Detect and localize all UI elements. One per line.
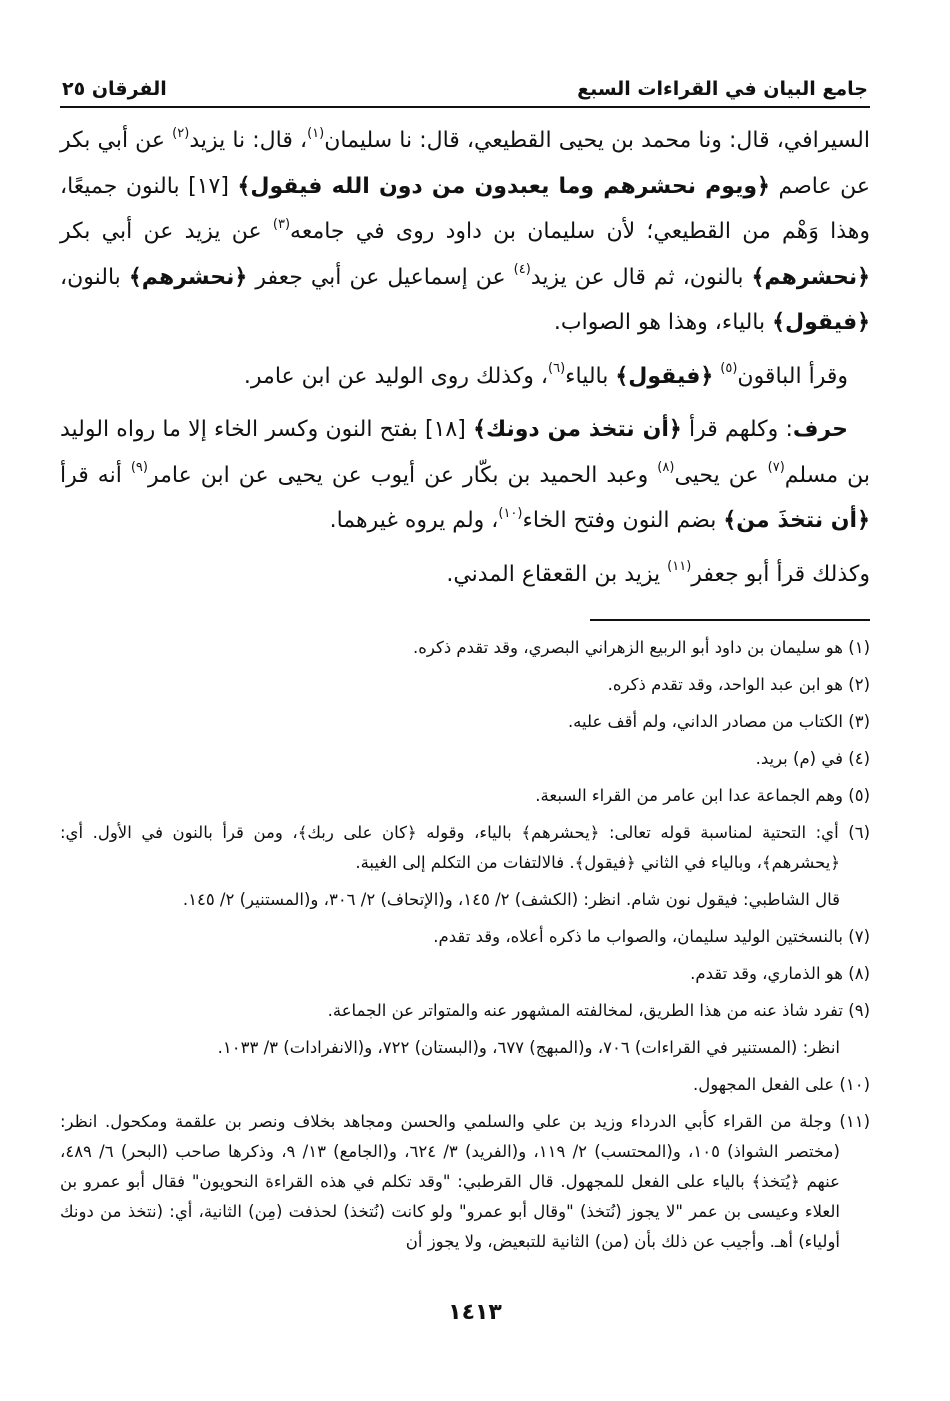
quran-quote: ﴿أن نتخذَ من﴾ xyxy=(723,508,870,533)
footnote-number: (٤) xyxy=(848,749,870,768)
footnote-ref-1[interactable]: (١) xyxy=(307,125,325,141)
text-run: بالنون، ثم قال عن يزيد xyxy=(530,264,752,290)
paragraph-4 xyxy=(60,552,870,598)
text-run: [١٨] بفتح النون وكسر الخاء إلا ما رواه الوليد بن مسلم xyxy=(60,417,870,488)
footnote-6 xyxy=(60,818,870,878)
page-number: ١٤١٣ xyxy=(448,1300,502,1325)
text-run: ، قال: نا يزيد xyxy=(189,128,308,153)
quran-quote: ﴿فيقول﴾ xyxy=(615,363,714,389)
running-header xyxy=(60,72,870,108)
book-title: جامع البيان في القراءات السبع xyxy=(577,78,868,100)
footnote-10 xyxy=(60,1070,870,1100)
text-run: بضم النون وفتح الخاء xyxy=(522,508,724,533)
text-run: عن أبي بكر عن عاصم xyxy=(60,128,871,199)
footnote-number: (٩) xyxy=(848,1001,870,1020)
text-run: ، وكذلك روى الوليد عن ابن عامر. xyxy=(243,363,549,389)
quran-quote: ﴿ويوم نحشرهم وما يعبدون من دون الله فيقول﴾ xyxy=(237,173,770,199)
text-run: عن يزيد عن أبي بكر xyxy=(60,219,273,244)
footnote-ref-6[interactable]: (٦) xyxy=(548,361,566,377)
text-run: بالنون، xyxy=(60,264,129,290)
paragraph-3 xyxy=(60,407,870,544)
footnote-text: تفرد شاذ عنه من هذا الطريق، لمخالفته المشهور عنه والمتواتر عن الجماعة. xyxy=(327,1001,843,1020)
footnote-text: هو سليمان بن داود أبو الربيع الزهراني البصري، وقد تقدم ذكره. xyxy=(412,638,843,657)
footnote-7 xyxy=(60,922,870,952)
footnote-ref-4[interactable]: (٤) xyxy=(513,262,531,278)
footnote-4 xyxy=(60,744,870,774)
footnote-number: (١١) xyxy=(839,1112,870,1131)
text-run: أنه قرأ xyxy=(60,462,131,488)
text-run: [١٧] بالنون جميعًا، وهذا وَهْم من القطيعي؛ لأن سليمان بن داود روى في جامعه xyxy=(60,173,870,244)
footnote-text: هو ابن عبد الواحد، وقد تقدم ذكره. xyxy=(607,675,843,694)
footnote-number: (١٠) xyxy=(839,1075,870,1094)
quran-quote: ﴿فيقول﴾ xyxy=(772,310,870,335)
text-run: : وكلهم قرأ xyxy=(681,417,793,442)
footnote-8 xyxy=(60,959,870,989)
footnote-6-continuation: قال الشاطبي: فيقول نون شام. انظر: (الكشف) ٢/ ١٤٥، و(الإتحاف) ٢/ ٣٠٦، و(المستنير) ٢/ ١٤٥. xyxy=(182,890,840,909)
footnote-ref-8[interactable]: (٨) xyxy=(657,460,675,476)
footnote-ref-7[interactable]: (٧) xyxy=(767,460,785,476)
text-run: بالياء xyxy=(565,363,616,389)
footnote-text: وهم الجماعة عدا ابن عامر من القراء السبعة. xyxy=(535,786,843,805)
footnote-ref-11[interactable]: (١١) xyxy=(667,559,692,575)
book-page xyxy=(60,72,870,1382)
footnote-ref-9[interactable]: (٩) xyxy=(130,460,148,476)
footnote-text: وجلة من القراء كأبي الدرداء وزيد بن علي والسلمي والحسن ومجاهد بخلاف ونصر بن علقمة ومكحول. انظر: (مختصر الشواذ) ١٠٥، و(المحتسب) ٢/ ١١٩، و(الفريد) ٣/ ٦٢٤، و(الجامع) ١٣/ ٩، وذكرها صاحب (البحر) ٦/ ٤٨٩، عنهم ﴿يُتخذ﴾ بالياء على الفعل للمجهول. قال القرطبي: "وقد تكلم في هذه القراءة النحويون" فقال أبو عمرو بن العلاء وعيسى بن عمر "لا يجوز (نُتخذ) "وقال أبو عمرو" ولو كانت (نُتخذ) لحذفت (مِن) الثانية، أي: (نتخذ من دونك أولياء) أهـ. وأجيب عن ذلك بأن (من) الثانية للتبعيض، ولا يجوز أن xyxy=(60,1112,840,1251)
paragraph-2 xyxy=(60,354,870,400)
footnote-number: (٧) xyxy=(848,927,870,946)
text-run: وعبد الحميد بن بكّار عن أيوب عن يحيى عن ابن عامر xyxy=(147,462,658,488)
footnotes xyxy=(60,633,870,1257)
main-text xyxy=(60,118,870,597)
footnote-number: (١) xyxy=(848,638,870,657)
footnote-2 xyxy=(60,670,870,700)
footnote-ref-10[interactable]: (١٠) xyxy=(498,505,523,521)
text-run: عن إسماعيل عن أبي جعفر xyxy=(247,264,514,290)
text-run: يزيد بن القعقاع المدني. xyxy=(446,561,668,587)
footnote-text: بالنسختين الوليد سليمان، والصواب ما ذكره أعلاه، وقد تقدم. xyxy=(433,927,843,946)
footnote-9-continuation: انظر: (المستنير في القراءات) ٧٠٦، و(المبهج) ٦٧٧، و(البستان) ٧٢٢، و(الانفرادات) ٣/ ١٠٣٣. xyxy=(217,1038,840,1057)
footnote-text: في (م) بريد. xyxy=(755,749,843,768)
text-run: ، ولم يروه غيرهما. xyxy=(329,508,499,533)
footnote-number: (٣) xyxy=(848,712,870,731)
text-run: وقرأ الباقون xyxy=(737,363,848,389)
section-label-harf: حرف xyxy=(792,417,848,442)
text-run: السيرافي، قال: ونا محمد بن يحيى القطيعي، قال: نا سليمان xyxy=(324,128,870,153)
paragraph-1 xyxy=(60,118,870,346)
quran-quote: ﴿أن نتخذ من دونك﴾ xyxy=(473,417,682,442)
footnote-text: على الفعل المجهول. xyxy=(693,1075,835,1094)
footnote-number: (٨) xyxy=(848,964,870,983)
quran-quote: ﴿نحشرهم﴾ xyxy=(751,264,870,290)
footnote-number: (٦) xyxy=(848,823,870,842)
footnote-separator xyxy=(590,619,870,621)
footnote-ref-2[interactable]: (٢) xyxy=(172,125,190,141)
text-run: بالياء، وهذا هو الصواب. xyxy=(553,310,773,335)
footnote-text: هو الذماري، وقد تقدم. xyxy=(690,964,843,983)
footnote-11 xyxy=(60,1107,870,1257)
footnote-5 xyxy=(60,781,870,811)
text-run: عن يحيى xyxy=(674,462,768,488)
footnote-ref-3[interactable]: (٣) xyxy=(272,216,291,232)
footnote-ref-5[interactable]: (٥) xyxy=(720,361,738,377)
section-label: الفرقان ٢٥ xyxy=(62,78,167,100)
footnote-3 xyxy=(60,707,870,737)
footnote-number: (٢) xyxy=(848,675,870,694)
footnote-number: (٥) xyxy=(848,786,870,805)
footnote-1 xyxy=(60,633,870,663)
quran-quote: ﴿نحشرهم﴾ xyxy=(128,264,248,290)
text-run: وكذلك قرأ أبو جعفر xyxy=(691,561,870,587)
footnote-text: أي: التحتية لمناسبة قوله تعالى: ﴿يحشرهم﴾ بالياء، وقوله ﴿كان على ربك﴾، ومن قرأ بالنون في الأول. أي: ﴿يحشرهم﴾، وبالياء في الثاني ﴿فيقول﴾. فالالتفات من التكلم إلى الغيبة. xyxy=(60,823,840,872)
footnote-9 xyxy=(60,996,870,1026)
footnote-text: الكتاب من مصادر الداني، ولم أقف عليه. xyxy=(567,712,843,731)
